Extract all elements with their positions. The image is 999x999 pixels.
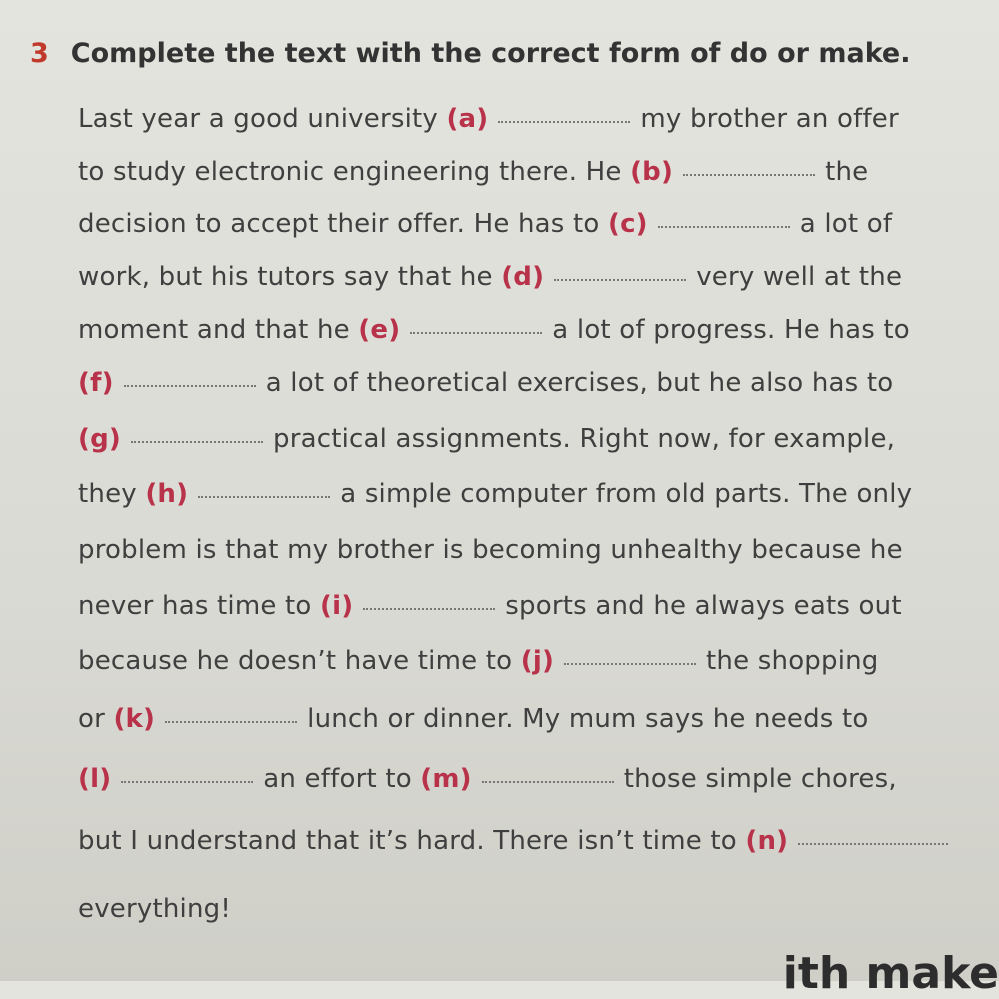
text-line: (f) a lot of theoretical exercises, but he also has to	[78, 368, 894, 398]
cut-off-footer-text: ith make	[782, 948, 999, 999]
text-line: moment and that he (e) a lot of progress. He has to	[78, 315, 910, 345]
gap-label-k: (k)	[113, 704, 156, 734]
gap-label-a: (a)	[446, 104, 489, 134]
gap-label-h: (h)	[145, 479, 189, 509]
exercise-title: Complete the text with the correct form of do or make.	[70, 38, 911, 69]
text-line: or (k) lunch or dinner. My mum says he needs to	[78, 704, 869, 734]
text-line: because he doesn’t have time to (j) the shopping	[78, 646, 879, 676]
gap-label-c: (c)	[607, 209, 648, 239]
gap-h[interactable]	[198, 495, 330, 498]
exercise-heading	[30, 38, 911, 69]
text-line: never has time to (i) sports and he always eats out	[78, 591, 902, 621]
gap-g[interactable]	[131, 440, 263, 443]
text-line: (l) an effort to (m) those simple chores,	[78, 764, 897, 794]
gap-b[interactable]	[683, 173, 815, 176]
text-line: Last year a good university (a) my brother an offer	[78, 104, 899, 134]
gap-label-e: (e)	[358, 315, 401, 345]
gap-label-b: (b)	[630, 157, 674, 187]
gap-n[interactable]	[798, 842, 948, 845]
text-line: to study electronic engineering there. He (b) the	[78, 157, 869, 187]
gap-j[interactable]	[564, 662, 696, 665]
gap-label-l: (l)	[78, 764, 112, 794]
exercise-number: 3	[30, 38, 49, 69]
gap-label-m: (m)	[420, 764, 472, 794]
text-line: work, but his tutors say that he (d) very well at the	[78, 262, 903, 292]
gap-label-i: (i)	[320, 591, 354, 621]
gap-label-f: (f)	[78, 368, 114, 398]
gap-c[interactable]	[658, 225, 790, 228]
gap-e[interactable]	[410, 331, 542, 334]
gap-i[interactable]	[363, 607, 495, 610]
text-line: problem is that my brother is becoming unhealthy because he	[78, 535, 903, 565]
text-line: decision to accept their offer. He has to (c) a lot of	[78, 209, 893, 239]
gap-k[interactable]	[165, 720, 297, 723]
gap-a[interactable]	[498, 120, 630, 123]
gap-f[interactable]	[124, 384, 256, 387]
gap-l[interactable]	[121, 780, 253, 783]
text-line: (g) practical assignments. Right now, for example,	[78, 424, 896, 454]
gap-label-n: (n)	[745, 826, 789, 856]
text-line: but I understand that it’s hard. There isn’t time to (n)	[78, 826, 958, 856]
gap-label-j: (j)	[520, 646, 555, 676]
gap-m[interactable]	[482, 780, 614, 783]
text-line: everything!	[78, 894, 231, 924]
gap-label-d: (d)	[501, 262, 545, 292]
gap-label-g: (g)	[78, 424, 121, 454]
text-line: they (h) a simple computer from old parts. The only	[78, 479, 913, 509]
gap-d[interactable]	[554, 278, 686, 281]
